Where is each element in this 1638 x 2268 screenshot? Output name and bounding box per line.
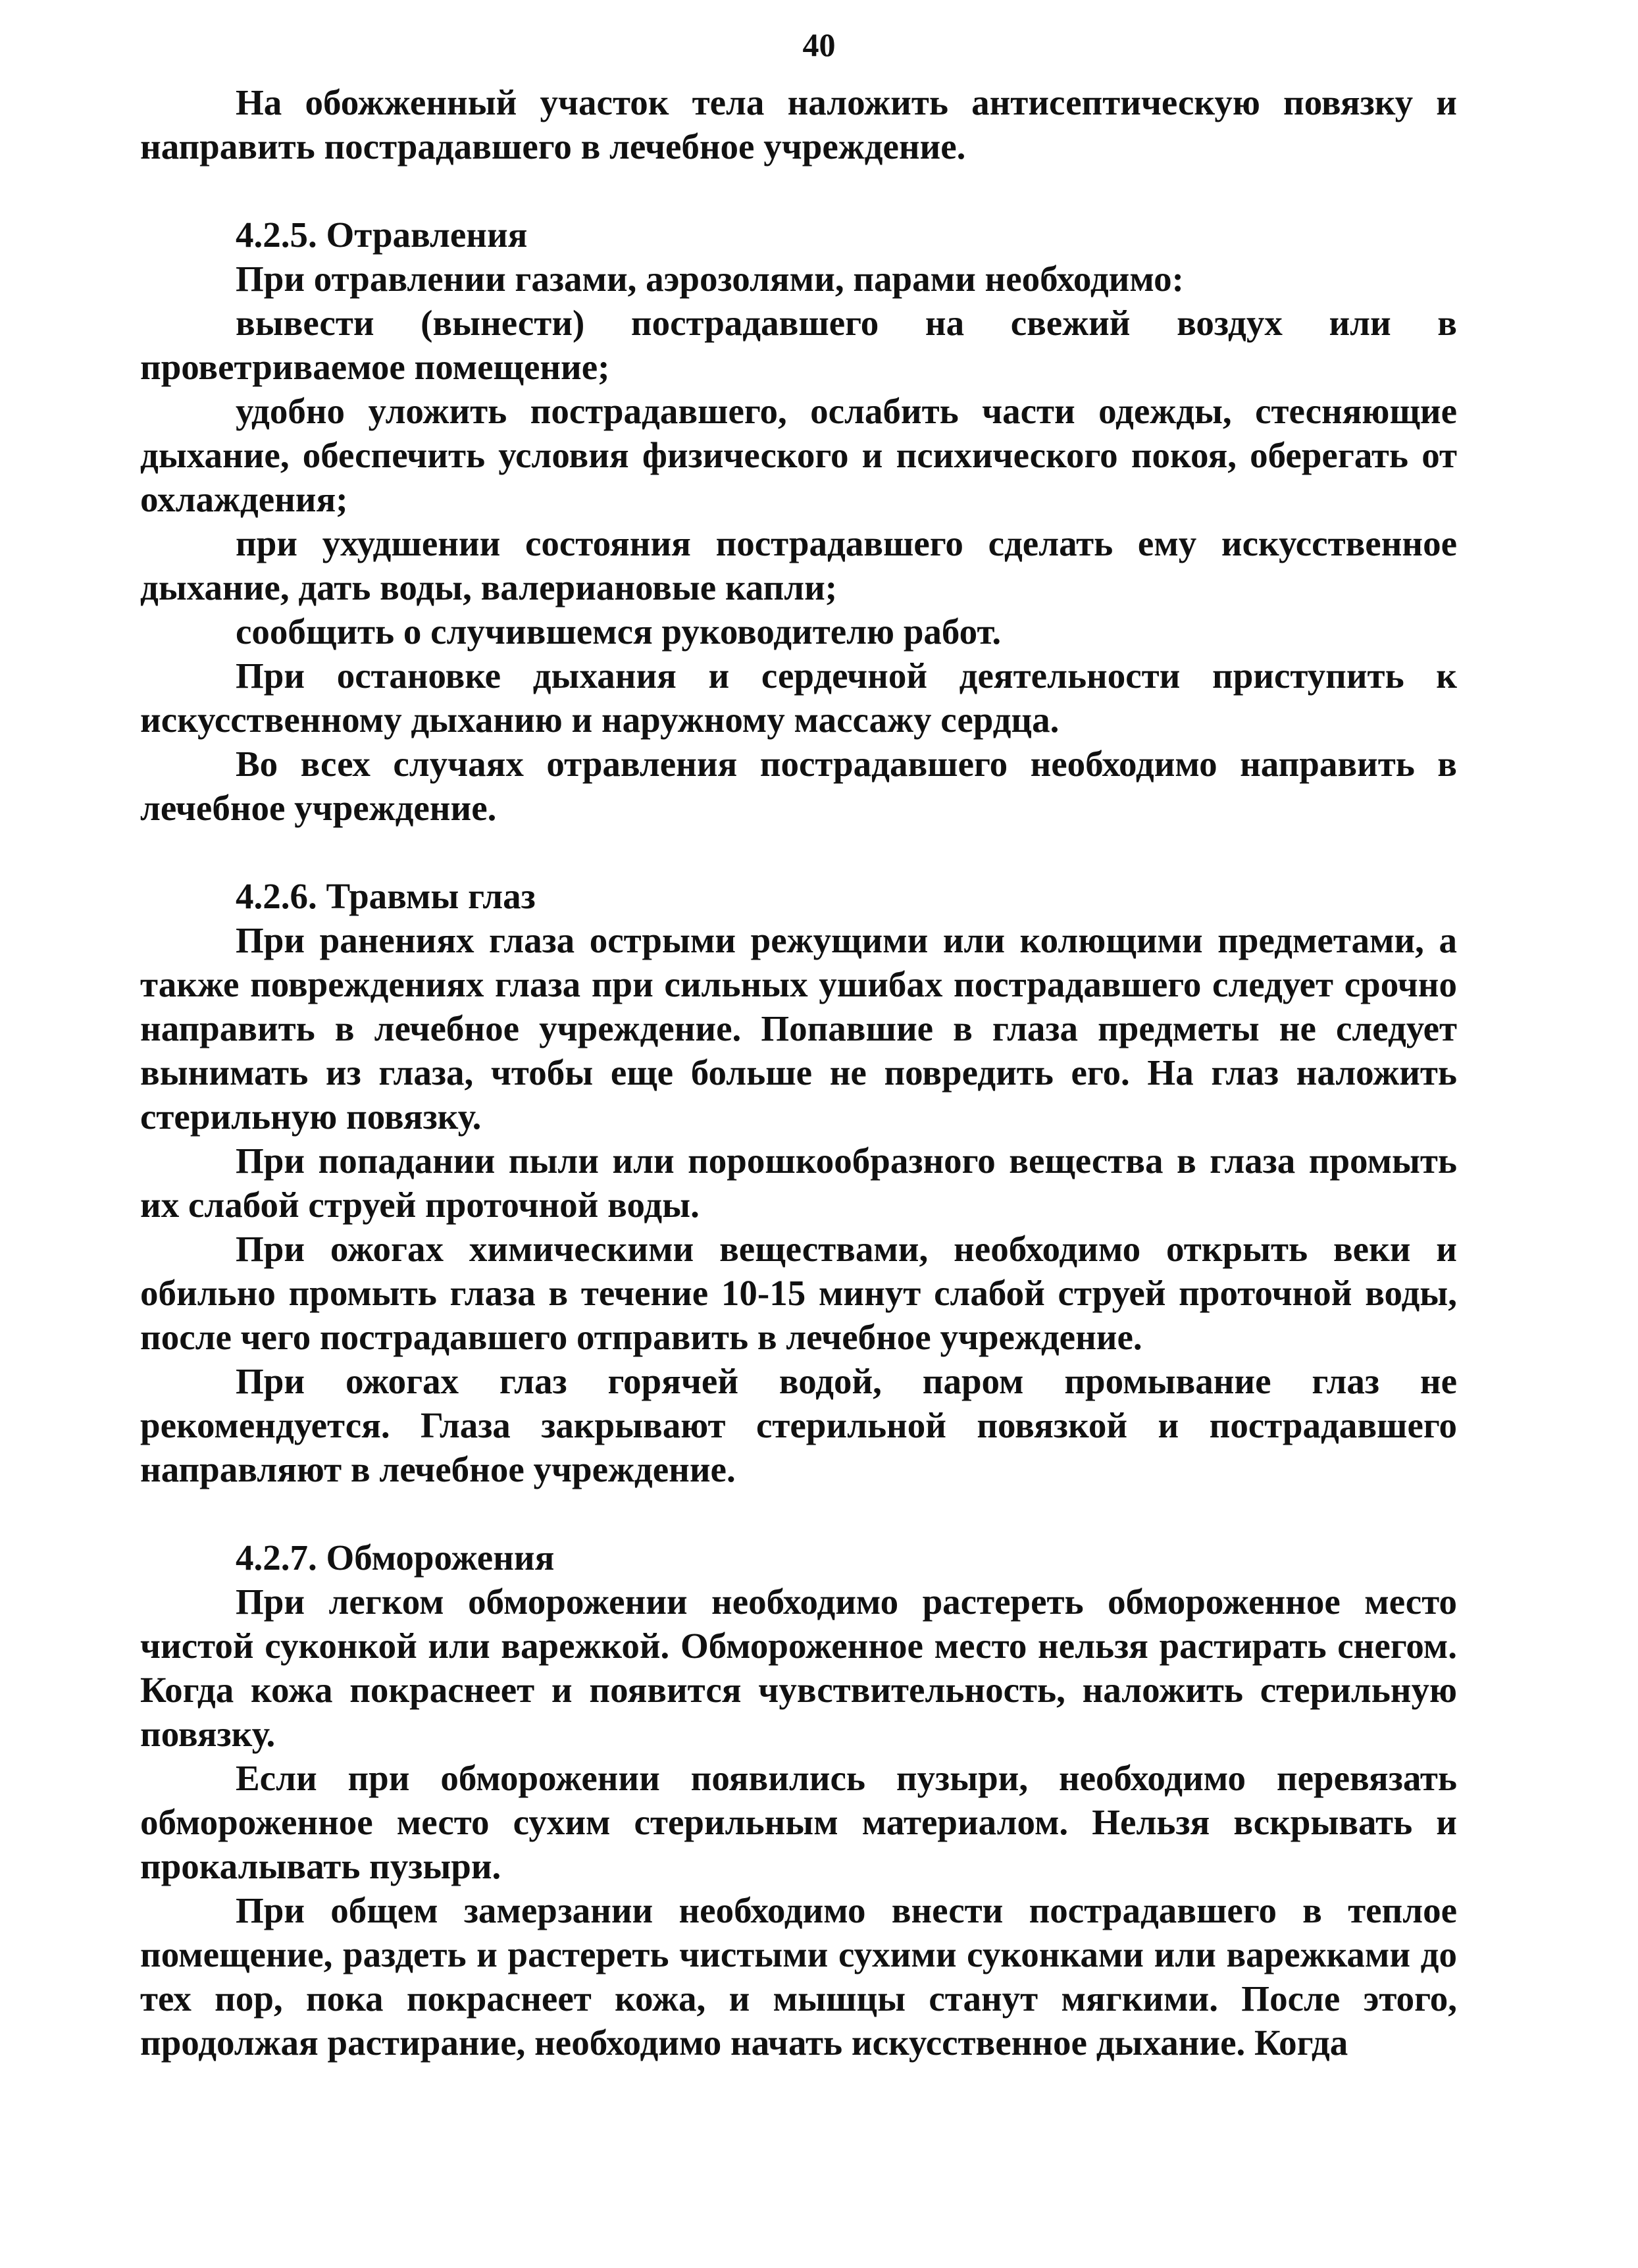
section-heading: 4.2.5. Отравления — [236, 215, 528, 255]
paragraph: При общем замерзании необходимо внести пострадавшего в теплое помещение, раздеть и растереть чистыми сухими суконками или варежками до тех пор, пока покраснеет кожа, и мышцы станут мягкими. После этого, продолжая растирание, необходимо начать искусственное дыхание. Когда — [140, 1890, 1457, 2063]
paragraph: При ранениях глаза острыми режущими или колющими предметами, а также повреждениях глаза при сильных ушибах пострадавшего следует срочно направить в лечебное учреждение. Попавшие в глаза предметы не следует вынимать из глаза, чтобы еще больше не повредить его. На глаз наложить стерильную повязку. — [140, 920, 1457, 1137]
paragraph: При ожогах глаз горячей водой, паром промывание глаз не рекомендуется. Глаза закрывают стерильной повязкой и пострадавшего направляют в лечебное учреждение. — [140, 1361, 1457, 1489]
paragraph: удобно уложить пострадавшего, ослабить части одежды, стесняющие дыхание, обеспечить условия физического и психического покоя, оберегать от охлаждения; — [140, 391, 1457, 519]
paragraph: Если при обморожении появились пузыри, необходимо перевязать обмороженное место сухим стерильным материалом. Нельзя вскрывать и прокалывать пузыри. — [140, 1758, 1457, 1886]
section-frostbite — [140, 1535, 1457, 2065]
paragraph: При остановке дыхания и сердечной деятельности приступить к искусственному дыханию и наружному массажу сердца. — [140, 656, 1457, 740]
paragraph: вывести (вынести) пострадавшего на свежий воздух или в проветриваемое помещение; — [140, 303, 1457, 387]
intro-paragraph: На обожженный участок тела наложить антисептическую повязку и направить пострадавшего в лечебное учреждение. — [140, 82, 1457, 167]
paragraph: При попадании пыли или порошкообразного вещества в глаза промыть их слабой струей проточной воды. — [140, 1141, 1457, 1225]
paragraph: при ухудшении состояния пострадавшего сделать ему искусственное дыхание, дать воды, валериановые капли; — [140, 523, 1457, 607]
paragraph: сообщить о случившемся руководителю работ. — [236, 611, 1002, 652]
section-eye-injuries — [140, 874, 1457, 1491]
section-heading: 4.2.7. Обморожения — [236, 1537, 555, 1578]
paragraph: При легком обморожении необходимо растереть обмороженное место чистой суконкой или варежкой. Обмороженное место нельзя растирать снегом. Когда кожа покраснеет и появится чувствительность, наложить стерильную повязку. — [140, 1582, 1457, 1754]
page-number: 40 — [802, 26, 836, 63]
paragraph: При отравлении газами, аэрозолями, парами необходимо: — [236, 259, 1184, 299]
page-content — [140, 80, 1457, 2065]
section-heading: 4.2.6. Травмы глаз — [236, 876, 536, 916]
section-poisoning — [140, 213, 1457, 830]
paragraph: Во всех случаях отравления пострадавшего необходимо направить в лечебное учреждение. — [140, 744, 1457, 828]
paragraph: При ожогах химическими веществами, необходимо открыть веки и обильно промыть глаза в течение 10-15 минут слабой струей проточной воды, после чего пострадавшего отправить в лечебное учреждение. — [140, 1229, 1457, 1357]
